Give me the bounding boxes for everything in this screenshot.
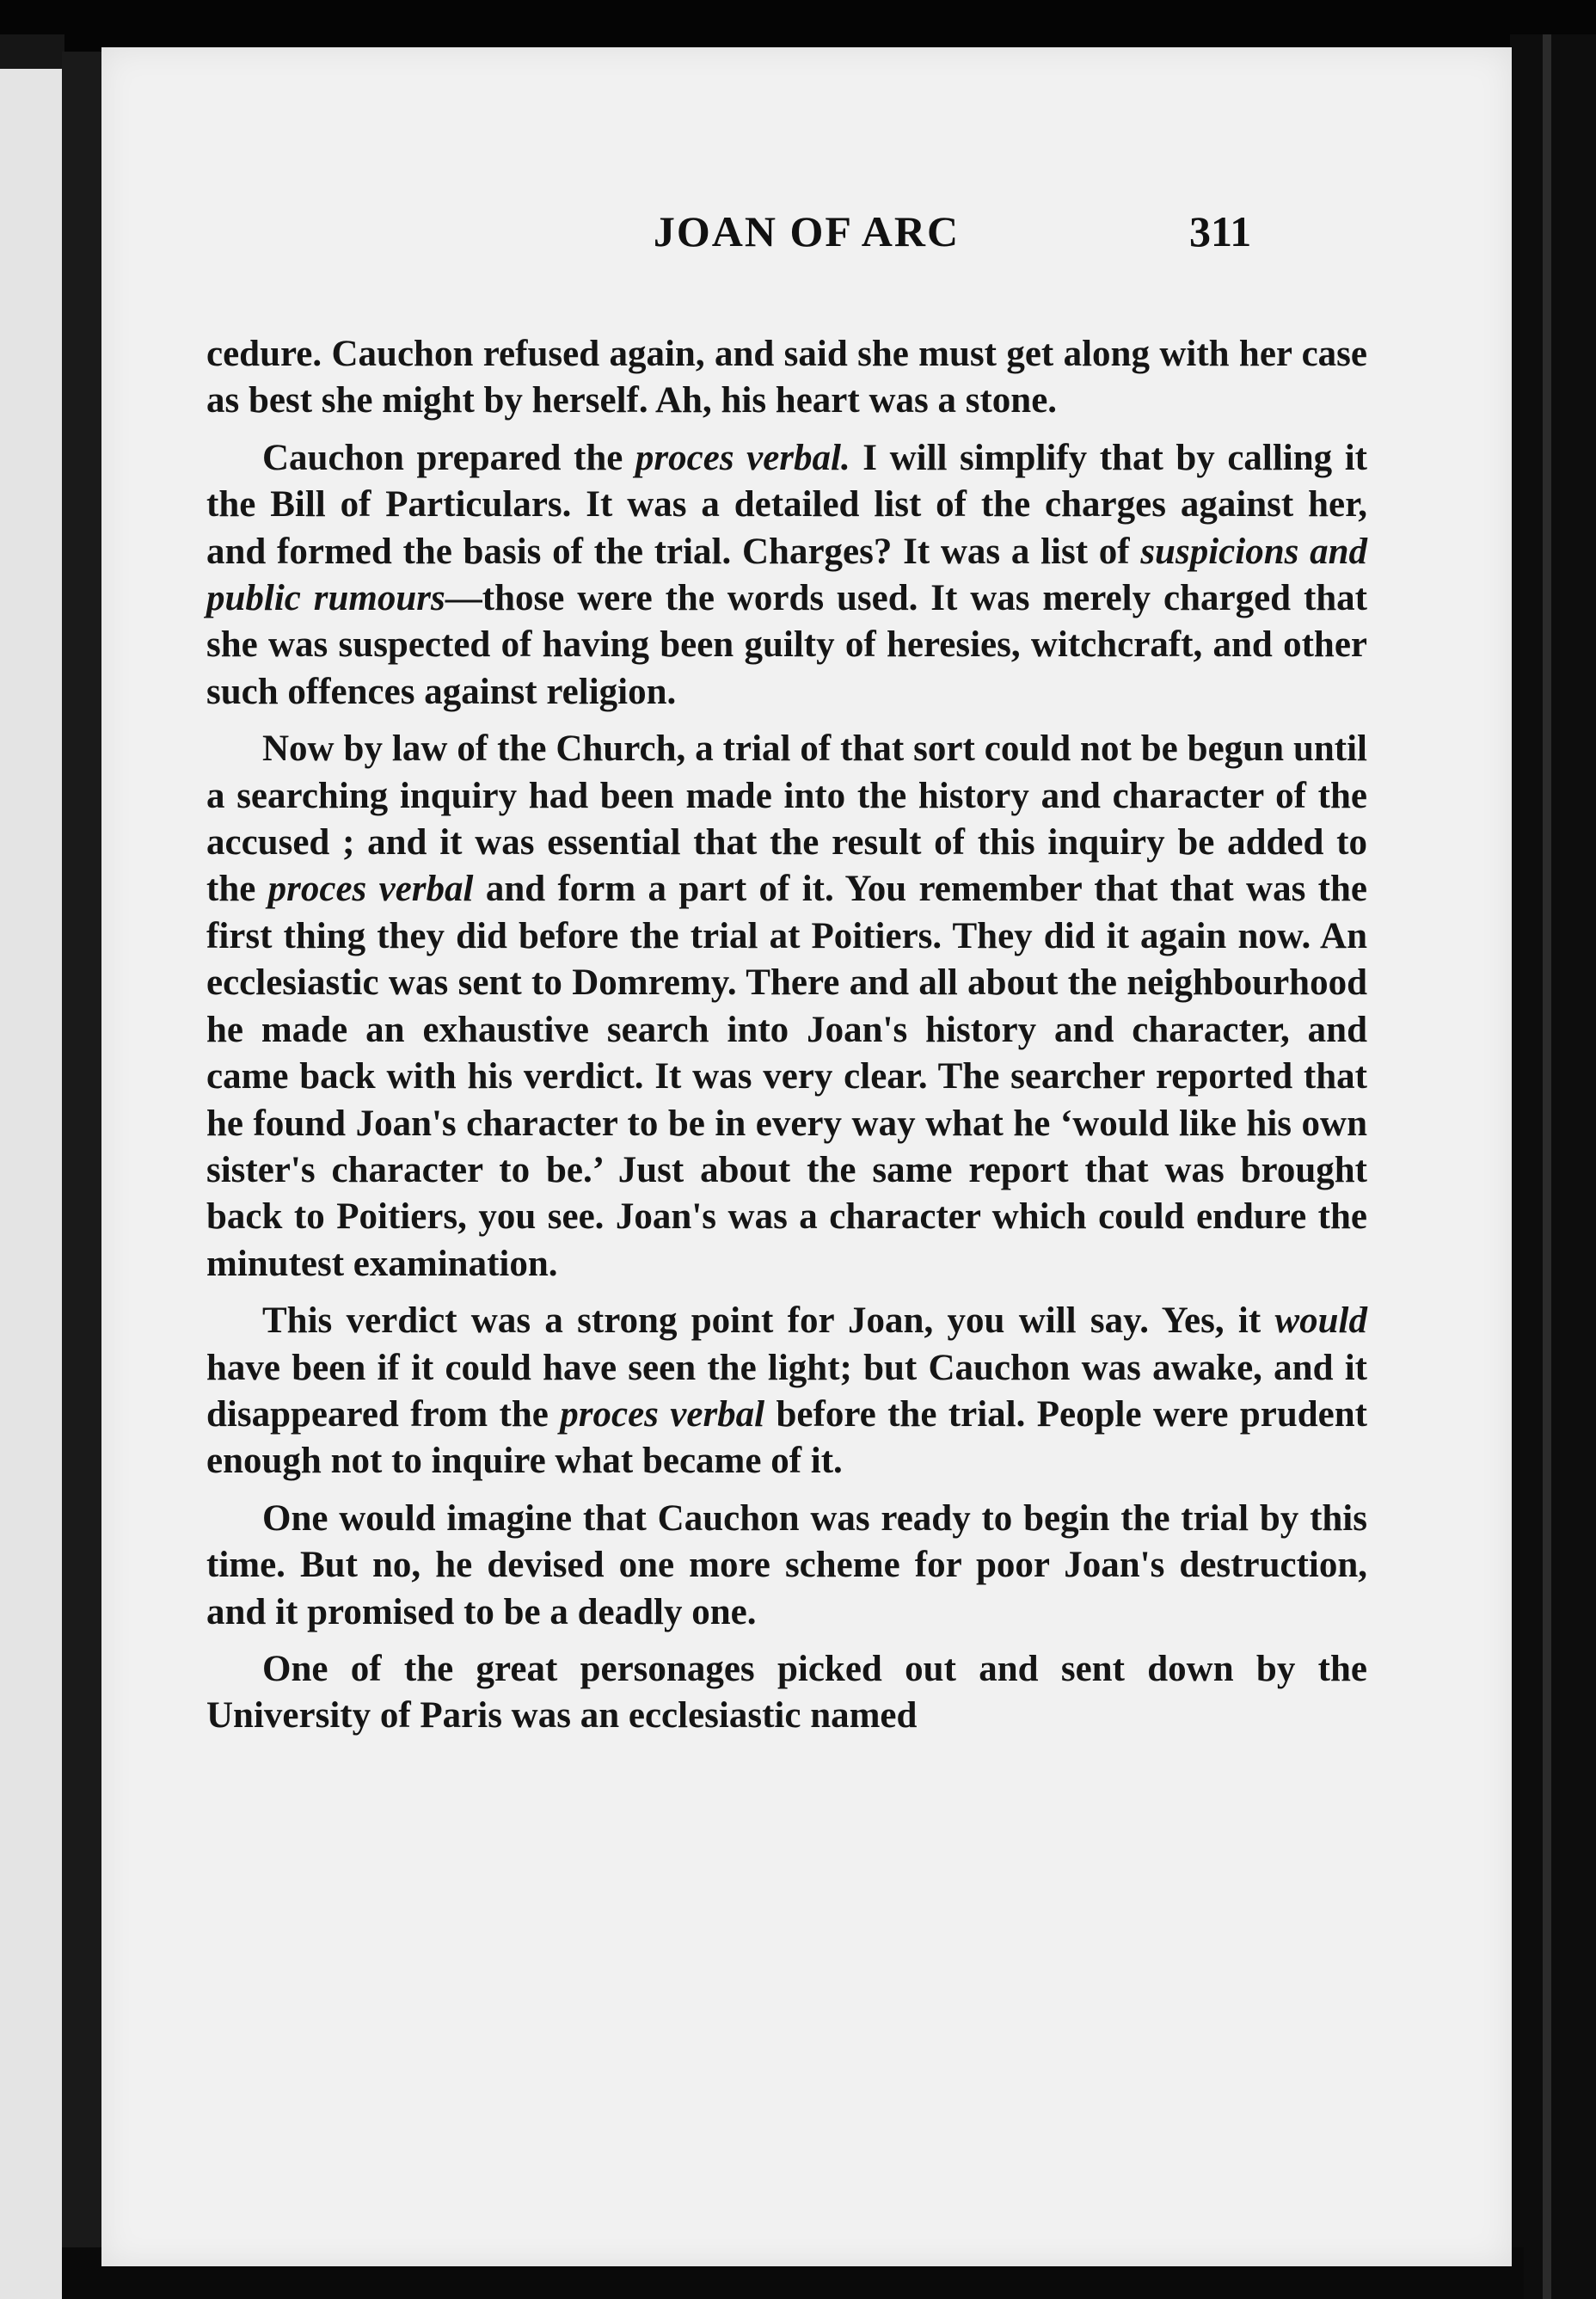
text-run: have been if it could have seen the light; but Cauchon was awake, and it disappeared from the: [206, 1347, 1367, 1435]
italic-text: proces verbal: [560, 1393, 765, 1435]
page-edge-line: [1543, 34, 1551, 2299]
text-run: One would imagine that Cauchon was ready to begin the trial by this time. But no, he devised one more scheme for poor Joan's destruction, and it promised to be a deadly one.: [206, 1497, 1367, 1632]
italic-text: suspicions and public rumours: [206, 531, 1367, 619]
book-gutter: [62, 52, 103, 2299]
text-run: cedure. Cauchon refused again, and said she must get along with her case as best she might by herself. Ah, his heart was a stone.: [206, 334, 1367, 421]
italic-text: proces verbal.: [635, 437, 850, 478]
text-run: Now by law of the Church, a trial of that sort could not be begun until a searching inquiry had been made into the history and character of the accused ; and it was essential that the result of this inquiry be added to the: [206, 728, 1367, 910]
italic-text: proces verbal: [267, 869, 474, 910]
italic-text: would: [1274, 1300, 1367, 1342]
paragraph: [206, 1646, 1367, 1740]
page-number: 311: [1189, 207, 1252, 255]
paragraph: [206, 331, 1367, 425]
paragraph: [206, 726, 1367, 1288]
facing-page-edge: [0, 69, 62, 2299]
text-run: Cauchon prepared the: [262, 437, 635, 478]
running-title: JOAN OF ARC: [653, 207, 961, 255]
text-run: This verdict was a strong point for Joan, you will say. Yes, it: [262, 1300, 1275, 1342]
text-run: I will simplify that by calling it the Bill of Particulars. It was a detailed list of the charges against her, and formed the basis of the trial. Charges? It was a list of: [206, 437, 1367, 572]
paragraph: [206, 1298, 1367, 1485]
text-run: before the trial. People were prudent enough not to inquire what became of it.: [206, 1393, 1367, 1482]
scan-right-border: [1510, 34, 1596, 2299]
book-page: [101, 47, 1512, 2266]
scan-top-border: [0, 0, 1596, 52]
body-text: [206, 331, 1367, 1750]
paragraph: [206, 1496, 1367, 1636]
paragraph: [206, 435, 1367, 716]
text-run: One of the great personages picked out and sent down by the University of Paris was an ecclesiastic named: [206, 1648, 1367, 1737]
text-run: —those were the words used. It was merely charged that she was suspected of having been guilty of heresies, witchcraft, and other such offences against religion.: [206, 578, 1367, 712]
text-run: and form a part of it. You remember that that was the first thing they did before the trial at Poitiers. They did it again now. An ecclesiastic was sent to Domremy. There and all about the neighbourhood he made an exhaustive search into Joan's history and character, and came back with his verdict. It was very clear. The searcher reported that he found Joan's character to be in every way what he ‘would like his own sister's character to be.’ Just about the same report that was brought back to Poitiers, you see. Joan's was a character which could endure the minutest examination.: [206, 869, 1367, 1284]
